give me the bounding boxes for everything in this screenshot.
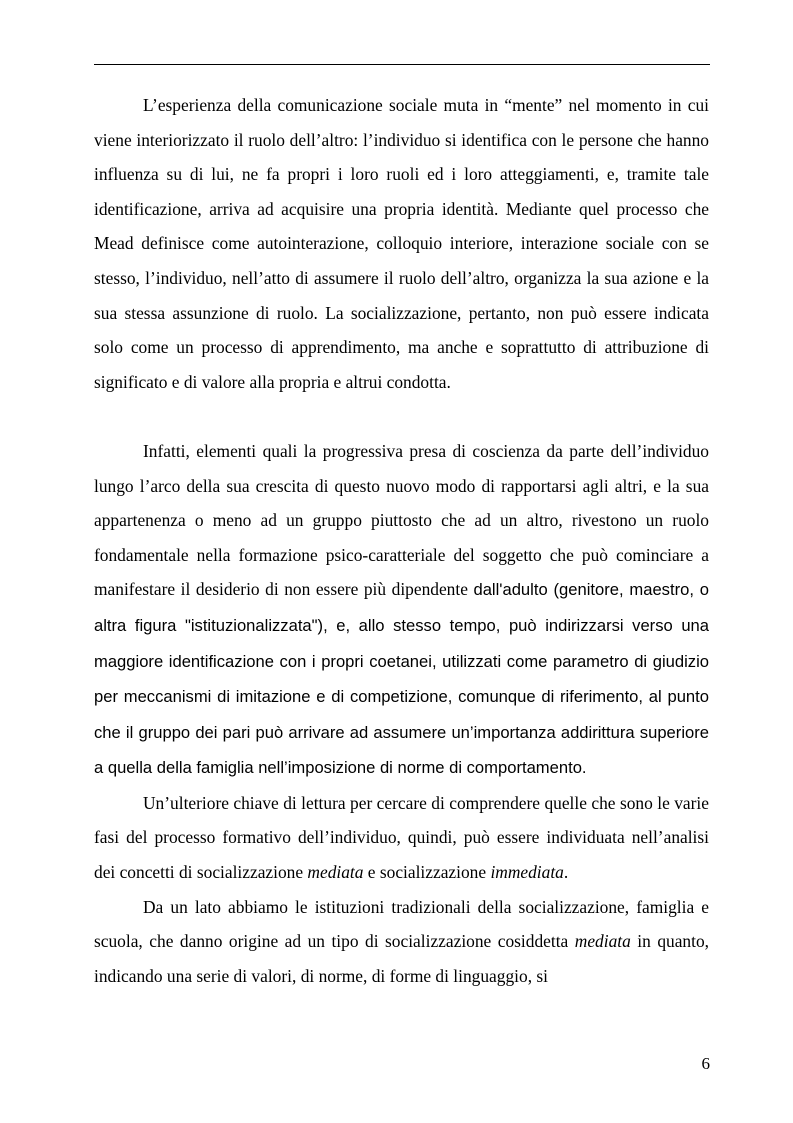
paragraph-4-emphasis-1: mediata [574, 931, 631, 952]
paragraph-2-part-2: dall'adulto (genitore, maestro, o altra figura "istituzionalizzata"), e, allo stesso tempo, può indirizzarsi verso una maggiore identificazione con i propri coetanei, utilizzati come parametro di giudizio per meccanismi di imitazione e di competizione, comunque di riferimento, al punto che il gruppo dei pari può arrivare ad assumere un’importanza addirittura superiore a quella della famiglia nell’imposizione di norme di comportamento. [94, 580, 709, 778]
paragraph-3-emphasis-2: immediata [490, 862, 564, 883]
paragraph-3-part-2: e socializzazione [363, 862, 491, 883]
header-rule [94, 64, 710, 65]
paragraph-4 [94, 890, 709, 994]
paragraph-3-part-3: . [563, 862, 569, 883]
page-number: 6 [701, 1054, 710, 1073]
paragraph-2 [94, 434, 709, 786]
paragraph-3-part-1: Un’ulteriore chiave di lettura per cercare di comprendere quelle che sono le varie fasi del processo formativo dell’individuo, quindi, può essere individuata nell’analisi dei concetti di socializzazione [94, 792, 709, 883]
paragraph-1: L’esperienza della comunicazione sociale muta in “mente” nel momento in cui viene interiorizzato il ruolo dell’altro: l’individuo si identifica con le persone che hanno influenza su di lui, ne fa propri i loro ruoli ed i loro atteggiamenti, e, tramite tale identificazione, arriva ad acquisire una propria identità. Mediante quel processo che Mead definisce come autointerazione, colloquio interiore, interazione sociale con se stesso, l’individuo, nell’atto di assumere il ruolo dell’altro, organizza la sua azione e la sua stessa assunzione di ruolo. La socializzazione, pertanto, non può essere indicata solo come un processo di apprendimento, ma anche e soprattutto di attribuzione di significato e di valore alla propria e altrui condotta. [94, 95, 709, 392]
paragraph-3-emphasis-1: mediata [307, 862, 364, 883]
paragraph-2-part-1: Infatti, elementi quali la progressiva presa di coscienza da parte dell’individuo lungo l’arco della sua crescita di questo nuovo modo di rapportarsi agli altri, e la sua appartenenza o meno ad un gruppo piuttosto che ad un altro, rivestono un ruolo fondamentale nella formazione psico-caratteriale del soggetto che può cominciare a manifestare il desiderio di non essere più dipendente [94, 440, 709, 600]
paragraph-3 [94, 786, 709, 890]
paragraph-4-part-2: in quanto, indicando una serie di valori, di norme, di forme di linguaggio, si [94, 931, 710, 986]
page-body [94, 88, 709, 993]
paragraph-4-part-1: Da un lato abbiamo le istituzioni tradizionali della socializzazione, famiglia e scuola, che danno origine ad un tipo di socializzazione cosiddetta [94, 896, 709, 952]
